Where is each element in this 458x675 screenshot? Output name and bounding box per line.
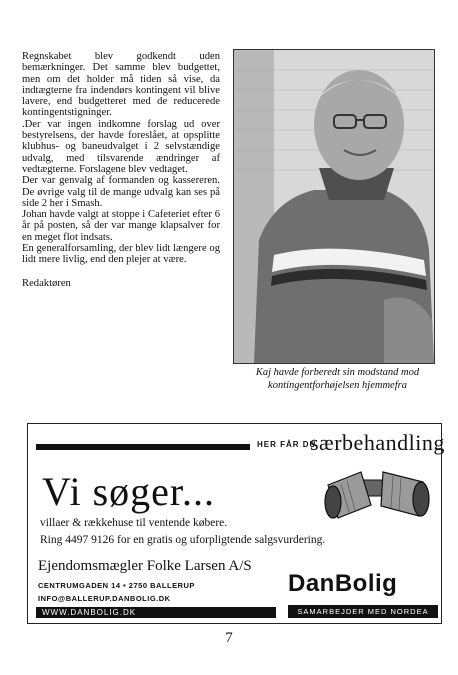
article-paragraph: Regnskabet blev godkendt uden bemærkninger. Det samme blev budgettet, men om det holder må tiden så vise, da indtægterne fra indendørs kontingent vil blive lavere, end budgetteret med de reducerede kontingentstigninger. xyxy=(22,51,220,119)
article-paragraph: Johan havde valgt at stoppe i Cafeteriet efter 6 år på posten, så der var mange klapsalver for en meget flot indsats. xyxy=(22,209,220,243)
ad-phone-line: Ring 4497 9126 for en gratis og uforpligtende salgsvurdering. xyxy=(40,534,326,546)
article-text xyxy=(22,51,220,289)
photo-illustration xyxy=(234,50,434,363)
article-signature: Redaktøren xyxy=(22,277,71,289)
danbolig-logo: DanBolig xyxy=(288,570,398,597)
ad-address: CENTRUMGADEN 14 • 2750 BALLERUP xyxy=(38,581,195,590)
photo-caption: Kaj havde forberedt sin modstand mod kontingentforhøjelsen hjemmefra xyxy=(255,367,420,391)
page-number: 7 xyxy=(225,630,233,646)
ad-agent-name: Ejendomsmægler Folke Larsen A/S xyxy=(38,558,252,574)
ad-email: INFO@BALLERUP.DANBOLIG.DK xyxy=(38,594,171,603)
ad-headline: Vi søger... xyxy=(42,469,216,514)
ad-special-treatment: særbehandling xyxy=(310,430,445,455)
article-paragraph: En generalforsamling, der blev lidt længere og lidt mere livlig, end den plejer at være. xyxy=(22,243,220,266)
ad-partner-bar: SAMARBEJDER MED NORDEA xyxy=(288,605,438,618)
ad-text-line: villaer & rækkehuse til ventende købere. xyxy=(40,517,228,529)
ad-website: WWW.DANBOLIG.DK xyxy=(36,607,276,618)
ad-header-bar xyxy=(36,444,250,450)
article-paragraph: .Der var ingen indkomne forslag ud over bestyrelsens, der havde foreslået, at opsplitte klubhus- og baneudvalget i 2 selvstændige udvalg, med tilsvarende ændringer af vedtægterne. Forslagene blev vedtaget. xyxy=(22,118,220,175)
article-paragraph: Der var genvalg af formanden og kassereren. De øvrige valg til de mange udvalg kan ses på side 2 her i Smash. xyxy=(22,175,220,209)
binoculars-icon xyxy=(323,460,431,522)
danbolig-advertisement xyxy=(27,423,445,624)
ad-kicker: HER FÅR DU xyxy=(257,440,317,449)
photo-man-in-sweater xyxy=(233,49,435,364)
